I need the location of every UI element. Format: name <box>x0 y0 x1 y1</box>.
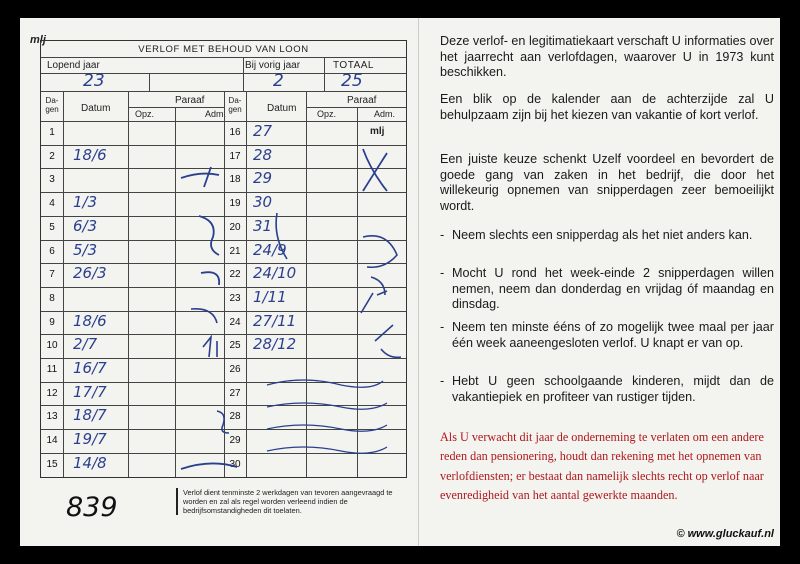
dagen-label-right: Da-gen <box>228 96 242 114</box>
totaal-label: TOTAAL <box>333 60 374 71</box>
day-number: 19 <box>229 198 241 210</box>
leave-date: 18/6 <box>73 145 107 164</box>
day-number: 30 <box>229 458 241 470</box>
day-number: 9 <box>49 316 55 328</box>
card-fold <box>418 18 419 546</box>
leave-date: 18/6 <box>73 311 107 330</box>
intro-paragraph: Deze verlof- en legitimatiekaart verschaft U informaties over het jaarrecht aan verlofdagen, waarover U in 1973 kunt beschikken. <box>440 34 774 79</box>
day-number: 7 <box>49 269 55 281</box>
day-number: 21 <box>229 245 241 257</box>
day-number: 26 <box>229 364 241 375</box>
leave-notice: Verlof dient tenminste 2 werkdagen van tevoren aangevraagd te worden en zal als regel worden verleend indien de bedrijfsomstandigheden dit toelaten. <box>176 488 415 515</box>
day-number: 2 <box>49 150 55 162</box>
lopend-jaar-value: 23 <box>83 71 105 91</box>
vorig-jaar-value: 2 <box>273 71 284 91</box>
leave-date: 24/9 <box>253 240 287 259</box>
day-number: 4 <box>49 198 55 210</box>
opz-label-left: Opz. <box>135 109 155 119</box>
bullet-item: - Neem ten minste ééns of zo mogelijk twee maal per jaar één week aaneengesloten verlof. U knapt er van op. <box>440 320 774 350</box>
calendar-paragraph: Een blik op de kalender aan de achterzijde zal U behulpzaam zijn bij het kiezen van vakantie of kort verlof. <box>440 92 774 122</box>
leave-table <box>40 40 407 478</box>
dagen-label-left: Da-gen <box>45 96 59 114</box>
leave-date: 5/3 <box>73 240 98 259</box>
leave-date: 24/10 <box>253 264 297 283</box>
day-number: 24 <box>229 316 241 328</box>
leave-date: 29 <box>253 169 273 188</box>
day-number: 18 <box>229 174 241 186</box>
signature-scribbles <box>41 41 408 479</box>
opz-label-right: Opz. <box>317 109 337 119</box>
day-number: 20 <box>229 221 241 233</box>
leave-date: 27 <box>253 122 273 140</box>
day-number: 28 <box>229 411 241 423</box>
adm-label-right: Adm. <box>374 109 396 119</box>
day-number: 8 <box>49 292 55 304</box>
leave-date: 17/7 <box>73 382 107 401</box>
day-number: 27 <box>229 387 241 399</box>
bullet-item: - Neem slechts een snipperdag als het niet anders kan. <box>440 228 753 242</box>
owner-initials: mlj <box>30 34 46 46</box>
card-number: 839 <box>66 492 118 523</box>
day-number: 23 <box>229 292 241 304</box>
leave-card <box>20 18 780 546</box>
leave-date: 1/11 <box>253 287 287 306</box>
leave-date: 30 <box>253 193 273 212</box>
day-number: 15 <box>46 458 58 470</box>
day-number: 14 <box>46 435 58 447</box>
watermark: © www.gluckauf.nl <box>676 528 774 540</box>
paraaf-label-left: Paraaf <box>175 95 205 106</box>
leave-date: 31 <box>253 216 273 235</box>
day-number: 25 <box>229 340 241 352</box>
day-number: 6 <box>49 245 55 257</box>
day-number: 10 <box>46 340 58 352</box>
day-number: 1 <box>49 127 55 138</box>
table-title: VERLOF MET BEHOUD VAN LOON <box>138 44 309 55</box>
paraaf-label-right: Paraaf <box>347 95 377 106</box>
left-page <box>20 18 415 546</box>
day-number: 16 <box>229 127 241 138</box>
departure-warning: Als U verwacht dit jaar de onderneming te verlaten om een andere reden dan pensionering, houdt dan rekening met het opnemen van verlofdiensten; er bestaat dan namelijk slechts recht op verlof naar evenredigheid van het aantal gewerkte maanden. <box>440 430 764 503</box>
corner-initials: mlj <box>370 126 385 137</box>
day-number: 3 <box>49 174 55 186</box>
leave-date: 27/11 <box>253 311 297 330</box>
choice-paragraph: Een juiste keuze schenkt Uzelf voordeel en bevordert de goede gang van zaken in het bedrijf, die door het willekeurig opnemen van snipperdagen zeer bemoeilijkt wordt. <box>440 152 774 213</box>
day-number: 11 <box>46 364 58 375</box>
leave-date: 16/7 <box>73 359 107 377</box>
bullet-item: - Hebt U geen schoolgaande kinderen, mijdt dan de vakantiepiek en profiteer van rustiger tijden. <box>440 374 774 404</box>
leave-date: 28/12 <box>253 335 297 354</box>
day-number: 22 <box>229 269 241 281</box>
bullet-item: - Mocht U rond het week-einde 2 snipperdagen willen nemen, neem dan donderdag en vrijdag óf maandag en dinsdag. <box>440 266 774 311</box>
leave-date: 1/3 <box>73 193 98 212</box>
day-number: 12 <box>46 387 58 399</box>
day-number: 13 <box>46 411 58 423</box>
day-number: 5 <box>49 221 55 233</box>
day-number: 29 <box>229 435 241 447</box>
vorig-jaar-label: Bij vorig jaar <box>245 60 301 71</box>
lopend-jaar-label: Lopend jaar <box>47 60 100 71</box>
leave-date: 26/3 <box>73 264 107 283</box>
leave-date: 28 <box>253 145 273 164</box>
leave-date: 6/3 <box>73 216 98 235</box>
day-number: 17 <box>229 150 241 162</box>
totaal-value: 25 <box>341 71 363 91</box>
leave-date: 19/7 <box>73 430 107 449</box>
datum-label-right: Datum <box>267 103 297 114</box>
adm-label-left: Adm. <box>205 109 227 119</box>
leave-date: 2/7 <box>73 335 98 354</box>
right-page <box>424 18 774 546</box>
leave-date: 14/8 <box>73 453 107 472</box>
datum-label-left: Datum <box>81 103 111 114</box>
leave-date: 18/7 <box>73 406 107 425</box>
